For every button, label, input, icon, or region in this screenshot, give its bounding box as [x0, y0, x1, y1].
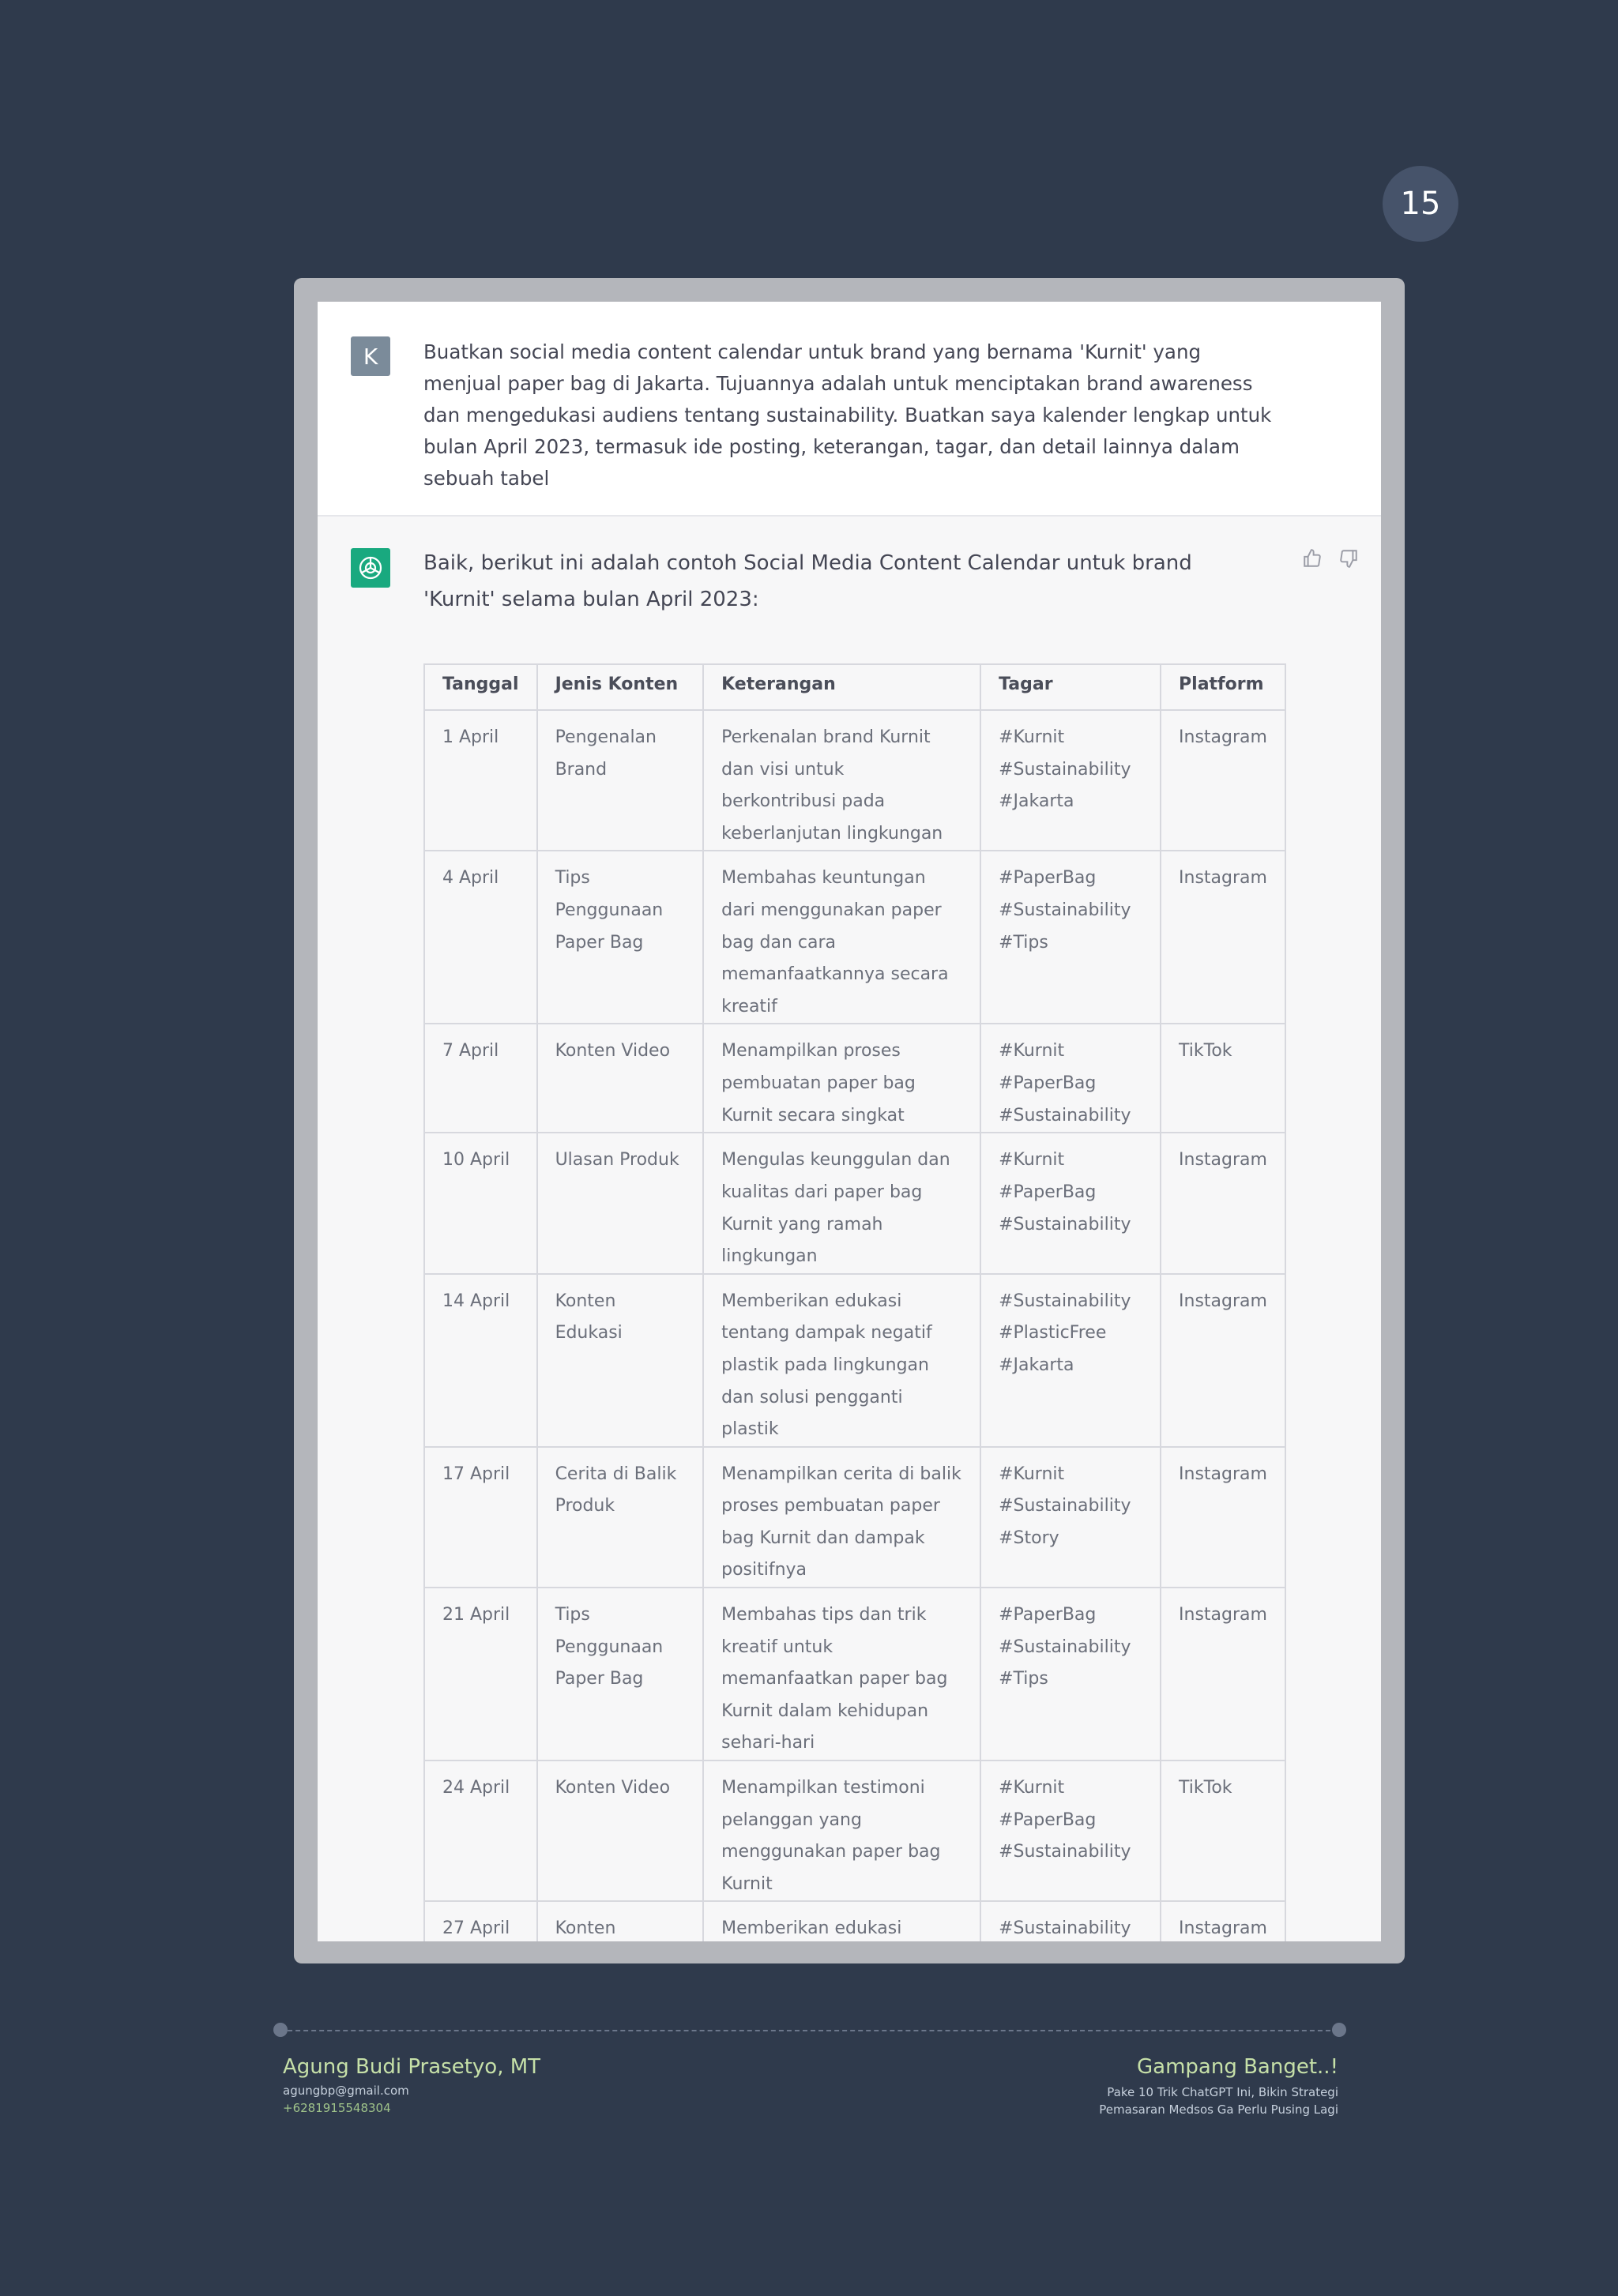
table-row [424, 1133, 1285, 1273]
divider-dot-right [1332, 2023, 1346, 2037]
user-message-text: Buatkan social media content calendar untuk brand yang bernama 'Kurnit' yang menjual paper bag di Jakarta. Tujuannya adalah untuk menciptakan brand awareness dan mengedukasi audiens tentang sustainability. Buatkan saya kalender lengkap untuk bulan April 2023, termasuk ide posting, keterangan, tagar, dan detail lainnya dalam sebuah tabel [423, 340, 1272, 490]
cell-hashtags: #Kurnit #PaperBag #Sustainability [980, 1024, 1161, 1133]
cell-description: Memberikan edukasi [703, 1901, 980, 1941]
cell-hashtags: #Kurnit #PaperBag #Sustainability [980, 1761, 1161, 1901]
cell-platform: TikTok [1161, 1024, 1285, 1133]
cell-hashtags: #Kurnit #Sustainability #Story [980, 1447, 1161, 1588]
cell-content-type: Konten Video [537, 1024, 704, 1133]
screenshot-frame [294, 278, 1405, 1963]
cell-date: 17 April [424, 1447, 537, 1588]
openai-logo-icon [351, 548, 390, 588]
cell-date: 21 April [424, 1588, 537, 1761]
cell-description: Memberikan edukasi tentang dampak negatif plastik pada lingkungan dan solusi pengganti plastik [703, 1274, 980, 1447]
table-row [424, 1588, 1285, 1761]
book-subtitle [1054, 2084, 1338, 2118]
cell-hashtags: #Sustainability [980, 1901, 1161, 1941]
cell-content-type: Tips Penggunaan Paper Bag [537, 851, 704, 1024]
cell-date: 14 April [424, 1274, 537, 1447]
cell-content-type: Konten Video [537, 1761, 704, 1901]
cell-platform: Instagram [1161, 851, 1285, 1024]
table-row [424, 1761, 1285, 1901]
book-title: Gampang Banget..! [1137, 2055, 1338, 2079]
table-row [424, 710, 1285, 851]
cell-description: Membahas tips dan trik kreatif untuk memanfaatkan paper bag Kurnit dalam kehidupan sehari-hari [703, 1588, 980, 1761]
content-calendar-table [423, 663, 1286, 1941]
cell-platform: Instagram [1161, 1133, 1285, 1273]
cell-date: 24 April [424, 1761, 537, 1901]
author-email: agungbp@gmail.com [283, 2084, 409, 2098]
table-row [424, 1447, 1285, 1588]
cell-date: 4 April [424, 851, 537, 1024]
cell-content-type: Tips Penggunaan Paper Bag [537, 1588, 704, 1761]
cell-date: 10 April [424, 1133, 537, 1273]
table-row [424, 851, 1285, 1024]
cell-date: 27 April [424, 1901, 537, 1941]
cell-description: Membahas keuntungan dari menggunakan paper bag dan cara memanfaatkannya secara kreatif [703, 851, 980, 1024]
table-row [424, 1024, 1285, 1133]
cell-hashtags: #Kurnit #PaperBag #Sustainability [980, 1133, 1161, 1273]
cell-description: Menampilkan testimoni pelanggan yang menggunakan paper bag Kurnit [703, 1761, 980, 1901]
cell-description: Mengulas keunggulan dan kualitas dari paper bag Kurnit yang ramah lingkungan [703, 1133, 980, 1273]
cell-content-type: Konten [537, 1901, 704, 1941]
cell-platform: Instagram [1161, 710, 1285, 851]
cell-hashtags: #PaperBag #Sustainability #Tips [980, 851, 1161, 1024]
cell-description: Menampilkan proses pembuatan paper bag Kurnit secara singkat [703, 1024, 980, 1133]
cell-hashtags: #Sustainability #PlasticFree #Jakarta [980, 1274, 1161, 1447]
cell-content-type: Cerita di Balik Produk [537, 1447, 704, 1588]
thumbs-down-icon[interactable] [1338, 548, 1359, 572]
table-header-row [424, 664, 1285, 710]
cell-content-type: Ulasan Produk [537, 1133, 704, 1273]
author-phone: +6281915548304 [283, 2101, 391, 2115]
user-message-row [318, 302, 1381, 517]
divider-dot-left [273, 2023, 288, 2037]
thumbs-up-icon[interactable] [1302, 548, 1323, 572]
assistant-message-row [318, 517, 1381, 1941]
cell-hashtags: #PaperBag #Sustainability #Tips [980, 1588, 1161, 1761]
cell-content-type: Konten Edukasi [537, 1274, 704, 1447]
cell-platform: Instagram [1161, 1588, 1285, 1761]
cell-content-type: Pengenalan Brand [537, 710, 704, 851]
user-avatar: K [351, 336, 390, 376]
page-number-badge: 15 [1383, 166, 1458, 242]
header-jenis-konten: Jenis Konten [537, 664, 704, 710]
header-tagar: Tagar [980, 664, 1161, 710]
cell-description: Menampilkan cerita di balik proses pembuatan paper bag Kurnit dan dampak positifnya [703, 1447, 980, 1588]
cell-platform: Instagram [1161, 1901, 1285, 1941]
header-keterangan: Keterangan [703, 664, 980, 710]
chat-screen [318, 302, 1381, 1941]
header-tanggal: Tanggal [424, 664, 537, 710]
table-row [424, 1901, 1285, 1941]
cell-platform: Instagram [1161, 1447, 1285, 1588]
cell-hashtags: #Kurnit #Sustainability #Jakarta [980, 710, 1161, 851]
footer-divider [280, 2030, 1338, 2031]
header-platform: Platform [1161, 664, 1285, 710]
cell-date: 1 April [424, 710, 537, 851]
cell-description: Perkenalan brand Kurnit dan visi untuk berkontribusi pada keberlanjutan lingkungan [703, 710, 980, 851]
assistant-intro-text: Baik, berikut ini adalah contoh Social Media Content Calendar untuk brand 'Kurnit' selama bulan April 2023: [423, 551, 1192, 611]
table-row [424, 1274, 1285, 1447]
author-name: Agung Budi Prasetyo, MT [283, 2055, 541, 2079]
book-subtitle-line-2: Pemasaran Medsos Ga Perlu Pusing Lagi [1099, 2102, 1338, 2117]
cell-platform: Instagram [1161, 1274, 1285, 1447]
cell-platform: TikTok [1161, 1761, 1285, 1901]
cell-date: 7 April [424, 1024, 537, 1133]
book-subtitle-line-1: Pake 10 Trik ChatGPT Ini, Bikin Strategi [1107, 2085, 1338, 2099]
